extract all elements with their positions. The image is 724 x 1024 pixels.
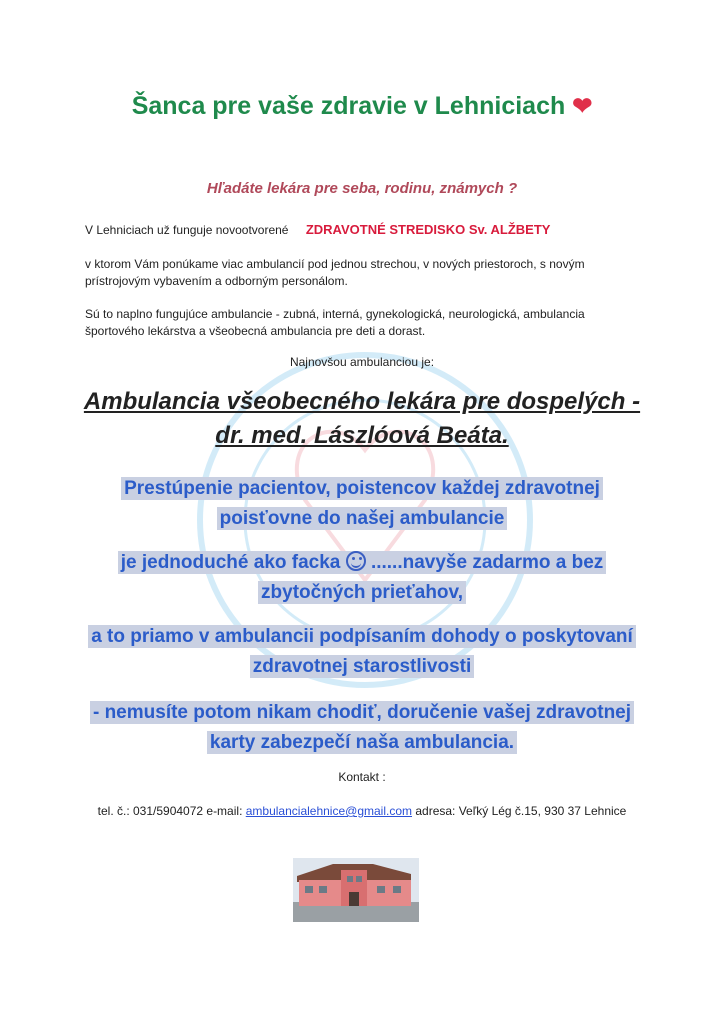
highlight-block-3: a to priamo v ambulancii podpísaním dohody o poskytovaní zdravotnej starostlivosti [60,622,664,682]
highlight-block-2: je jednoduché ako facka ......navyše zadarmo a bez zbytočných prieťahov, [60,548,664,608]
highlight-block-4: - nemusíte potom nikam chodiť, doručenie vašej zdravotnej karty zabezpečí naša ambulancia. [60,698,664,758]
contact-line: tel. č.: 031/5904072 e-mail: ambulancialehnice@gmail.com adresa: Veľký Lég č.15, 930 37 Lehnice [97,804,627,818]
subtitle: Hľadáte lekára pre seba, rodinu, známych ? [206,180,518,197]
smiley-icon [346,551,366,571]
highlight-block-1: Prestúpenie pacientov, poistencov každej zdravotnej poisťovne do našej ambulancie [60,474,664,534]
headline-line-2: dr. med. Lászlóová Beáta. [215,422,509,449]
newest-label: Najnovšou ambulanciou je: [289,355,435,369]
building-photo [293,858,419,922]
heart-icon: ❤ [572,93,593,120]
paragraph-1: v ktorom Vám ponúkame viac ambulancií pod jednou strechou, v nových priestoroch, s novým prístrojovým vybavením a odborným personálom. [85,257,585,288]
email-link[interactable]: ambulancialehnice@gmail.com [245,804,413,818]
headline [60,385,664,453]
page-title: Šanca pre vaše zdravie v Lehniciach ❤ [131,92,593,120]
intro-text: V Lehniciach už funguje novootvorené [85,223,289,237]
intro-line [85,222,550,237]
contact-label: Kontakt : [338,770,386,784]
headline-line-1: Ambulancia všeobecného lekára pre dospelých - [83,388,641,415]
paragraph-2: Sú to naplno fungujúce ambulancie - zubná, interná, gynekologická, neurologická, ambulancia športového lekárstva a všeobecná ambulancia pre deti a dorast. [85,307,585,338]
center-name: ZDRAVOTNÉ STREDISKO Sv. ALŽBETY [305,222,551,237]
